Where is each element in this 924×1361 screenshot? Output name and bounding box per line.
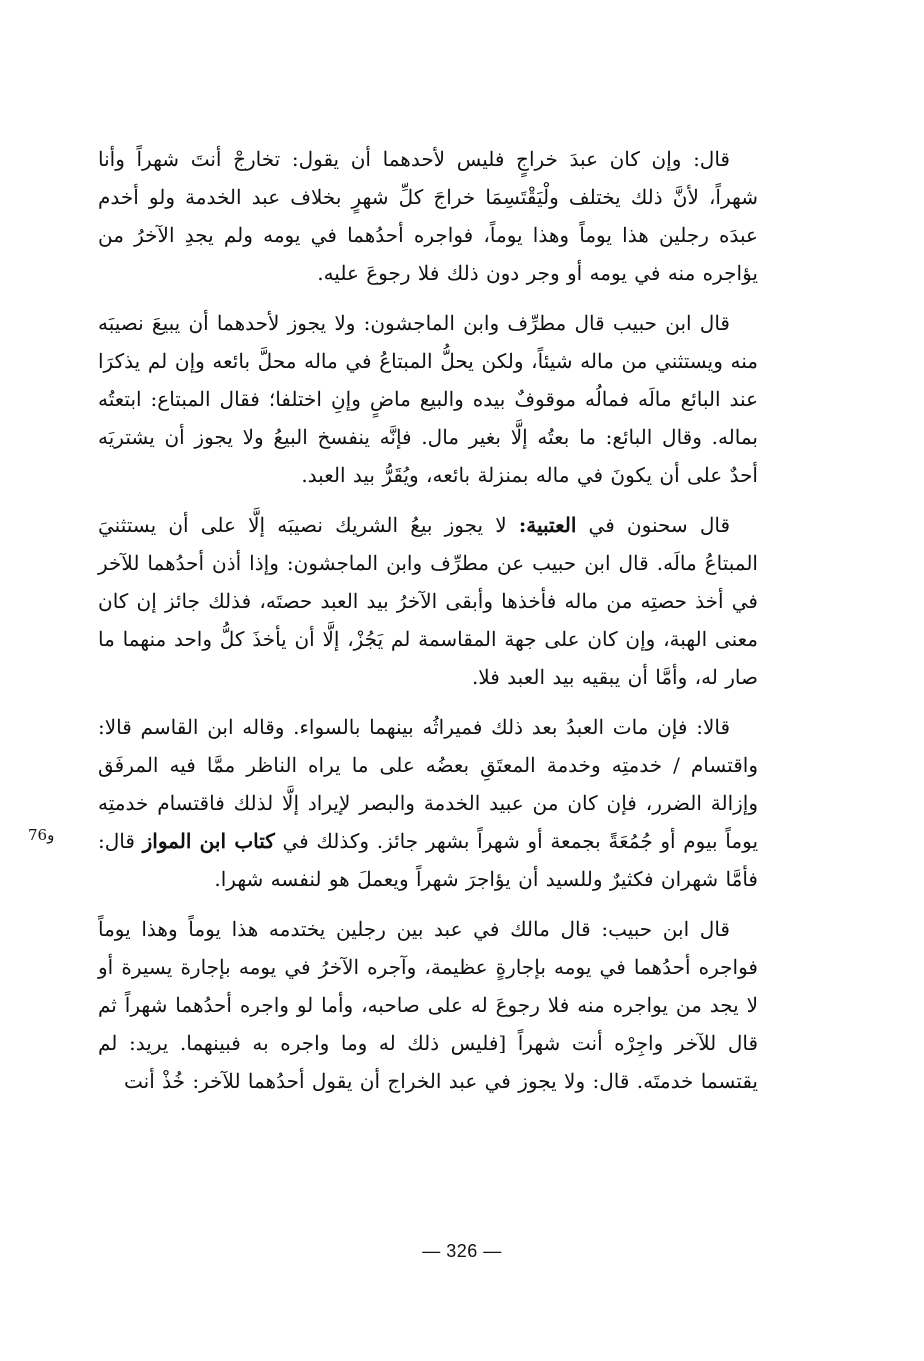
- paragraph-2-text: قال ابن حبيب قال مطرِّف وابن الماجشون: ولا يجوز لأحدهما أن يبيعَ نصيبَه منه ويستثني من ماله شيئاً، ولكن يحلُّ المبتاعُ في ماله محلَّ بائعه وإن لم يذكرَا عند البائع مالَه فمالُه موقوفٌ بيده والبيع ماضٍ وإنِ اختلفا؛ فقال المبتاع: ابتعتُه بماله. وقال البائع: ما بعتُه إلَّا بغير مال. فإنَّه ينفسخ البيعُ ولا يجوز أن يشتريَه أحدٌ على أن يكونَ في ماله بمنزلة بائعه، ويُقَرُّ بيد العبد.: [98, 311, 758, 487]
- paragraph-1: [98, 140, 758, 292]
- page-body: [98, 140, 758, 1100]
- paragraph-1-text: قال: وإن كان عبدَ خراجٍ فليس لأحدهما أن يقول: تخارجْ أنتَ شهراً وأنا شهراً، لأنَّ ذلك يختلف ولْيَقْتَسِمَا خراجَ كلِّ شهرٍ بخلاف عبد الخدمة ولو أخدم عبدَه رجلين هذا يوماً وهذا يوماً، فواجره أحدُهما في يومه ولم يجدِ الآخرُ من يؤاجره منه في يومه أو وجر دون ذلك فلا رجوعَ عليه.: [98, 147, 758, 285]
- paragraph-5-text: قال ابن حبيب: قال مالك في عبد بين رجلين يختدمه هذا يوماً وهذا يوماً فواجره أحدُهما في يومه بإجارةٍ عظيمة، وآجره الآخرُ في يومه بإجارة يسيرة أو لا يجد من يواجره منه فلا رجوعَ له على صاحبه، وأما لو واجره أحدُهما شهراً ثم قال للآخر واجِرْه أنت شهراً [فليس ذلك له وما واجره به فبينهما. يريد: لم يقتسما خدمتَه. قال: ولا يجوز في عبد الخراج أن يقول أحدُهما للآخر: خُذْ أنت: [98, 917, 758, 1093]
- page-number: — 326 —: [422, 1241, 502, 1261]
- book-title-utbiyya: العتبية:: [518, 513, 577, 537]
- paragraph-4-text: قالا: فإن مات العبدُ بعد ذلك فميراثُه بينهما بالسواء. وقاله ابن القاسم قالا: واقتسام / خدمتِه وخدمة المعتَقِ بعضُه على ما يراه الناظر ممَّا فيه المرفَق وإزالة الضرر، فإن كان من عبيد الخدمة والبصر لإيراد إلَّا لذلك فاقتسام خدمتِه يوماً بيوم أو جُمُعَةً بجمعة أو شهراً بشهر جائز. وكذلك في: [98, 715, 759, 853]
- paragraph-3-text: لا يجوز بيعُ الشريك نصيبَه إلَّا على أن يستثنيَ المبتاعُ مالَه. قال ابن حبيب عن مطرِّف وابن الماجشون: وإذا أذن أحدُهما للآخر في أخذ حصتِه من ماله فأخذها وأبقى الآخرُ بيد العبد حصتَه، فذلك جائز إن كان معنى الهبة، وإن كان على جهة المقاسمة لم يَجُزْ، إلَّا أن يأخذَ كلُّ واحد منهما ما صار له، وأمَّا أن يبقيه بيد العبد فلا.: [98, 513, 758, 689]
- paragraph-4-tail: قال: فأمَّا شهران فكثيرٌ وللسيد أن يؤاجرَ شهراً ويعملَ هو لنفسه شهرا.: [98, 829, 758, 891]
- manuscript-folio-note: 76و: [28, 826, 55, 844]
- paragraph-3: [98, 506, 758, 696]
- paragraph-3-lead: قال سحنون في: [576, 513, 730, 537]
- book-title-ibn-al-mawaz: كتاب ابن المواز: [142, 829, 275, 853]
- paragraph-2: [98, 304, 758, 494]
- paragraph-4: [98, 708, 758, 898]
- paragraph-5: [98, 910, 758, 1100]
